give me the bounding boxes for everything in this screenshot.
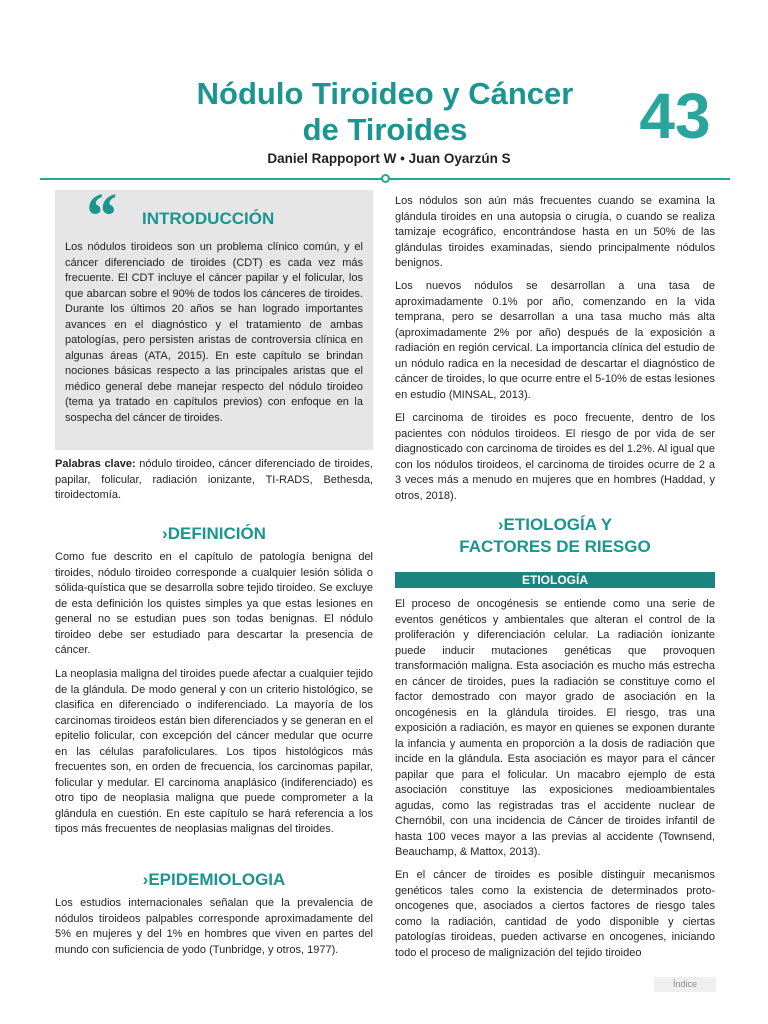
chevron-right-icon: › [162, 524, 168, 543]
heading-definicion [55, 523, 373, 545]
heading-epidemiologia-text: EPIDEMIOLOGIA [148, 870, 286, 889]
keywords [55, 457, 373, 504]
keywords-text: nódulo tiroideo, cáncer diferenciado de tiroides, papilar, folicular, radiación ionizante, TI-RADS, Bethesda, tiroidectomía. [55, 458, 373, 501]
heading-etiologia-line2: FACTORES DE RIESGO [459, 537, 651, 556]
chapter-title [150, 76, 620, 148]
epidemiologia-p3: Los nuevos nódulos se desarrollan a una tasa de aproximadamente 0.1% por año, comenzando en la vida temprana, pero se desarrollan a una tasa mucho más alta (aproximadamente 2% por año) después de la exposición a radiación en región cervical. La importancia clínica del estudio de un nódulo radica en la necesidad de descartar el diagnóstico de cáncer de tiroides, lo que ocurre entre el 5-10% de estas lesiones en estudio (MINSAL, 2013). [395, 280, 715, 401]
chevron-right-icon: › [497, 515, 504, 534]
heading-definicion-text: DEFINICIÓN [167, 524, 266, 543]
title-line-1: Nódulo Tiroideo y Cáncer [196, 76, 574, 111]
chevron-right-icon: › [142, 870, 149, 889]
epidemiologia-p2: Los nódulos son aún más frecuentes cuando se examina la glándula tiroides en una autopsia o cirugía, o cuando se realiza tamizaje ecográfico, encontrándose hasta en un 50% de las glándulas tiroides examinadas, siendo principalmente nódulos benignos. [395, 195, 715, 269]
definicion-p2: La neoplasia maligna del tiroides puede afectar a cualquier tejido de la glándula. De modo general y con un criterio histológico, se clasifica en diferenciado o indiferenciado. La mayoría de los carcinomas tiroideos están bien diferenciados y se generan en el epitelio folicular, con excepción del cáncer medular que ocurre en las células parafoliculares. Los tipos histológicos más frecuentes son, en orden de frecuencia, los carcinomas papilar, folicular y medular. El carcinoma anaplásico (indiferenciado) es otro tipo de neoplasia maligna que puede comprometer a la glándula en cuestión. En este capítulo se hará referencia a los tipos más frecuentes de neoplasias malignas del tiroides. [55, 668, 373, 835]
epidemiologia-p1: Los estudios internacionales señalan que la prevalencia de nódulos tiroideos palpables corresponde aproximadamente del 5% en mujeres y del 1% en hombres que viven en partes del mundo con suficiencia de yodo (Tunbridge, y otros, 1977). [55, 897, 373, 956]
authors: Daniel Rappoport W • Juan Oyarzún S [267, 151, 511, 166]
keywords-label: Palabras clave: [55, 458, 136, 470]
intro-heading: INTRODUCCIÓN [142, 209, 275, 228]
definicion-p1: Como fue descrito en el capítulo de patología benigna del tiroides, nódulo tiroideo corresponde a cualquier lesión sólida o sólida-quística que se desarrolla sobre tejido tiroideo. Se excluye de esta definición los quistes simples ya que estas lesiones en general no se estudian pues son todas benignas. El nódulo tiroideo debe ser estudiado para descartar la presencia de cáncer. [55, 551, 373, 656]
heading-epidemiologia [55, 869, 373, 891]
etiologia-p1: El proceso de oncogénesis se entiende como una serie de eventos genéticos y ambientales que alteran el control de la proliferación y diferenciación celular. La radiación ionizante puede inducir mutaciones genéticas que provoquen transformación maligna. Esta asociación es mucho más estrecha en cáncer de tiroides, pues la radiación se constituye como el factor demostrado con mayor grado de asociación en la oncogénesis en la glándula tiroides. El riesgo, tras una exposición a radiación, es mayor en quienes se exponen durante la infancia y aumenta en proporción a la dosis de radiación que incide en la glándula. Esta asociación es mayor para el cáncer papilar que para el folicular. Un macabro ejemplo de esta asociación constituye las exposiciones medioambientales agudas, como las registradas tras el accidente nuclear de Chernóbil, con una incidencia de Cáncer de tiroides infantil de hasta 100 veces mayor a las previas al accidente (Townsend, Beauchamp, & Mattox, 2013). [395, 598, 715, 858]
subheading-etiologia: ETIOLOGÍA [395, 572, 715, 588]
divider-dot [381, 174, 390, 183]
index-button[interactable]: Índice [654, 977, 716, 992]
heading-etiologia [395, 514, 715, 558]
quote-icon: “ [83, 180, 116, 253]
intro-text: Los nódulos tiroideos son un problema clínico común, y el cáncer diferenciado de tiroides (CDT) es cada vez más frecuente. El CDT incluye el cáncer papilar y el folicular, los que abarcan sobre el 90% de todos los cánceres de tiroides. Durante los últimos 20 años se han logrado importantes avances en el diagnóstico y el tratamiento de ambas patologías, pero persisten aristas de controversia clínica en algunas áreas (ATA, 2015). En este capítulo se brindan nociones básicas respecto a las principales aristas que el médico general debe manejar respecto del nódulo tiroideo (tema ya tratado en capítulos previos) con enfoque en la sospecha del cáncer de tiroides. [65, 241, 363, 424]
epidemiologia-p4: El carcinoma de tiroides es poco frecuente, dentro de los pacientes con nódulos tiroideos. El riesgo de por vida de ser diagnosticado con carcinoma de tiroides es del 1.2%. Al igual que con los nódulos tiroideos, el carcinoma de tiroides ocurre de 2 a 3 veces más a menudo en mujeres que en hombres (Haddad, y otros, 2018). [395, 412, 715, 502]
chapter-number: 43 [639, 80, 711, 152]
heading-etiologia-line1: ETIOLOGÍA Y [503, 515, 613, 534]
title-line-2: de Tiroides [302, 112, 468, 147]
etiologia-p2: En el cáncer de tiroides es posible distinguir mecanismos genéticos tales como la existencia de determinados proto-oncogenes que, asociados a ciertos factores de riesgo tales como la radiación, cantidad de yodo disponible y ciertas patologías tiroideas, pueden activarse en oncogenes, iniciando todo el proceso de malignización del tejido tiroideo [395, 869, 715, 959]
